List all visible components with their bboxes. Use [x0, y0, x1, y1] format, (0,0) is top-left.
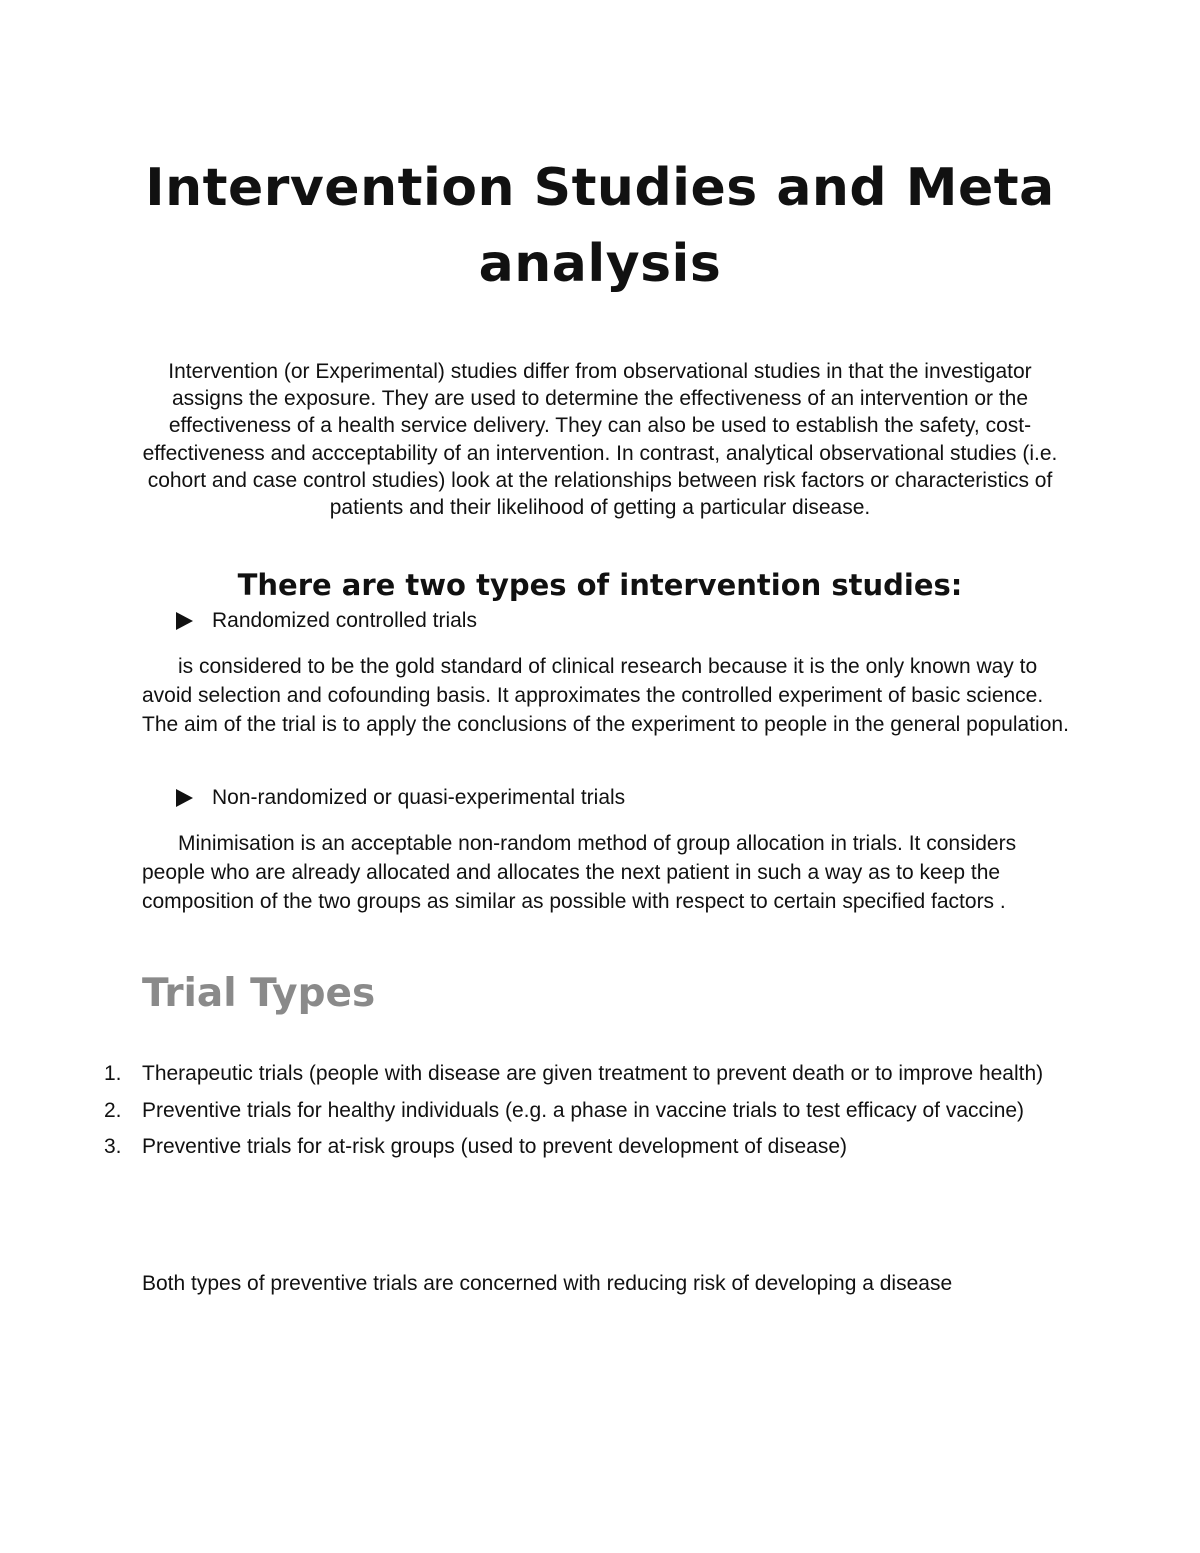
list-text: Therapeutic trials (people with disease are given treatment to prevent death or to improve health)	[142, 1062, 1044, 1085]
intro-paragraph: Intervention (or Experimental) studies differ from observational studies in that the investigator assigns the exposure. They are used to determine the effectiveness of an intervention or the effectiveness of a health service delivery. They can also be used to establish the safety, cost-effectiveness and accceptability of an intervention. In contrast, analytical observational studies (i.e. cohort and case control studies) look at the relationships between risk factors or characteristics of patients and their likelihood of getting a particular disease.	[142, 360, 1058, 520]
list-item	[100, 1093, 1060, 1130]
list-text: Preventive trials for healthy individuals (e.g. a phase in vaccine trials to test efficacy of vaccine)	[142, 1098, 1025, 1122]
bullet-label: Non-randomized or quasi-experimental trials	[212, 786, 626, 809]
list-item	[100, 1129, 1060, 1166]
trial-types-heading: Trial Types	[142, 971, 376, 1016]
closing-paragraph: Both types of preventive trials are concerned with reducing risk of developing a disease	[142, 1272, 953, 1295]
list-number: 3.	[104, 1135, 122, 1158]
non-randomized-trials-description: Minimisation is an acceptable non-random method of group allocation in trials. It considers people who are already allocated and allocates the next patient in such a way as to keep the composition of the two groups as similar as possible with respect to certain specified factors .	[142, 832, 1017, 914]
list-number: 1.	[104, 1062, 122, 1085]
trial-types-list	[100, 1056, 1060, 1166]
triangle-bullet-icon	[176, 612, 193, 630]
bullet-label: Randomized controlled trials	[212, 609, 477, 632]
document-title: Intervention Studies and Meta analysis	[145, 158, 1055, 294]
types-heading: There are two types of intervention studies:	[237, 568, 963, 602]
list-item	[100, 1056, 1060, 1093]
randomized-trials-description: is considered to be the gold standard of clinical research because it is the only known way to avoid selection and cofounding basis. It approximates the controlled experiment of basic science. The aim of the trial is to apply the conclusions of the experiment to people in the general population.	[142, 655, 1069, 737]
bullet-randomized-trials	[176, 607, 477, 635]
list-text: Preventive trials for at-risk groups (used to prevent development of disease)	[142, 1135, 848, 1158]
triangle-bullet-icon	[176, 789, 193, 807]
bullet-non-randomized-trials	[176, 784, 625, 812]
list-number: 2.	[104, 1098, 122, 1122]
